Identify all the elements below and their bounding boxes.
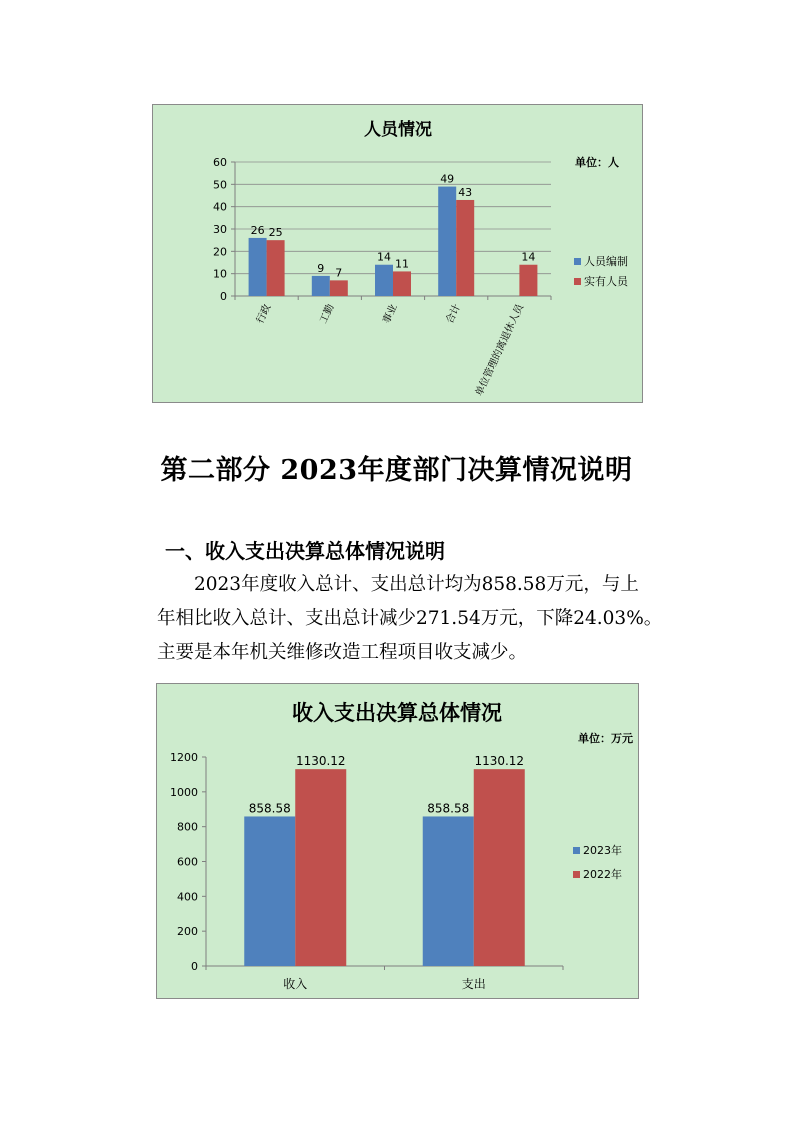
bar xyxy=(267,240,285,296)
y-tick-label: 30 xyxy=(213,223,227,236)
income-expense-chart xyxy=(156,683,639,999)
y-tick-label: 0 xyxy=(220,290,227,303)
unit-label: 单位：人 xyxy=(575,156,619,169)
legend-swatch xyxy=(574,278,581,285)
y-tick-label: 50 xyxy=(213,178,227,192)
chart-title: 收入支出决算总体情况 xyxy=(292,701,502,725)
data-label: 1130.12 xyxy=(474,754,525,769)
summary-paragraph xyxy=(157,568,663,670)
y-tick-label: 800 xyxy=(177,820,198,834)
bar xyxy=(244,816,295,966)
legend-swatch xyxy=(573,871,580,878)
chart-title: 人员情况 xyxy=(364,120,432,140)
category-label: 行政 xyxy=(254,302,274,326)
data-label: 49 xyxy=(440,172,455,186)
staff-chart xyxy=(152,104,643,403)
bar xyxy=(423,816,474,966)
category-label: 收入 xyxy=(283,977,308,991)
data-label: 858.58 xyxy=(427,801,470,816)
paragraph-line: 主要是本年机关维修改造工程项目收支减少。 xyxy=(157,642,528,663)
data-label: 858.58 xyxy=(248,801,291,816)
data-label: 11 xyxy=(395,257,409,271)
category-label: 合计 xyxy=(444,302,463,326)
data-label: 1130.12 xyxy=(295,754,346,769)
paragraph-line: 2023年度收入总计、支出总计均为858.58万元，与上 xyxy=(157,574,639,595)
unit-label: 单位：万元 xyxy=(578,732,633,745)
legend-swatch xyxy=(573,847,580,854)
section-title: 第二部分 2023年度部门决算情况说明 xyxy=(160,455,633,486)
y-tick-label: 1200 xyxy=(170,751,198,764)
income-expense-chart-svg xyxy=(157,684,638,998)
data-label: 25 xyxy=(268,226,283,240)
category-label: 单位管理的离退休人员 xyxy=(473,302,527,398)
bar xyxy=(438,187,456,296)
y-tick-label: 200 xyxy=(177,925,198,939)
y-tick-label: 10 xyxy=(213,267,227,281)
data-label: 9 xyxy=(317,261,325,275)
paragraph-line: 年相比收入总计、支出总计减少271.54万元，下降24.03%。 xyxy=(157,608,663,629)
bar xyxy=(330,280,348,296)
y-tick-label: 40 xyxy=(213,200,227,214)
bar xyxy=(312,276,330,296)
legend-label: 实有人员 xyxy=(584,275,628,288)
bar xyxy=(456,200,474,296)
y-tick-label: 0 xyxy=(191,960,198,973)
y-tick-label: 400 xyxy=(177,890,198,904)
data-label: 14 xyxy=(377,250,391,264)
data-label: 14 xyxy=(521,250,536,264)
bar xyxy=(474,769,525,966)
category-label: 支出 xyxy=(461,977,486,991)
category-label: 事业 xyxy=(381,302,400,326)
legend-label: 2023年 xyxy=(583,844,622,857)
data-label: 26 xyxy=(250,223,265,237)
data-label: 43 xyxy=(458,185,473,199)
subsection-heading: 一、收入支出决算总体情况说明 xyxy=(165,539,445,563)
y-tick-label: 1000 xyxy=(170,785,198,799)
legend-label: 人员编制 xyxy=(584,255,628,268)
bar xyxy=(295,769,346,966)
legend-swatch xyxy=(574,258,581,265)
category-label: 工勤 xyxy=(318,302,337,326)
legend-label: 2022年 xyxy=(583,868,622,881)
y-tick-label: 600 xyxy=(177,855,198,869)
bar xyxy=(393,271,411,296)
y-tick-label: 60 xyxy=(213,156,227,169)
staff-chart-svg xyxy=(153,105,642,402)
bar xyxy=(375,265,393,296)
data-label: 7 xyxy=(335,266,343,280)
bar xyxy=(249,238,267,296)
bar xyxy=(519,265,537,296)
y-tick-label: 20 xyxy=(213,245,227,259)
